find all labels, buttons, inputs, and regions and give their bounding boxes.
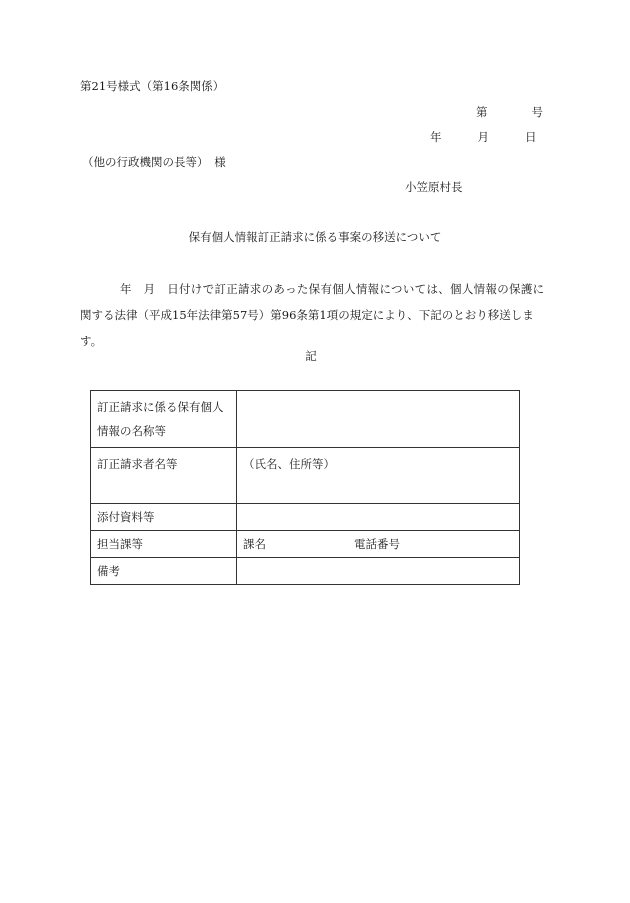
ki-heading: 記 bbox=[305, 349, 317, 363]
detail-table bbox=[90, 390, 520, 585]
row-value[interactable]: （氏名、住所等） bbox=[237, 448, 520, 504]
section-name-label: 課名 bbox=[243, 537, 266, 551]
row-label: 担当課等 bbox=[91, 531, 237, 558]
sender: 小笠原村長 bbox=[405, 180, 463, 194]
table-row bbox=[91, 558, 520, 585]
date-year: 年 bbox=[430, 130, 442, 144]
table-row bbox=[91, 448, 520, 504]
row-label: 備考 bbox=[91, 558, 237, 585]
body-text bbox=[80, 276, 550, 354]
row-value[interactable] bbox=[237, 391, 520, 448]
row-label: 添付資料等 bbox=[91, 504, 237, 531]
addressee: （他の行政機関の長等） 様 bbox=[82, 155, 226, 169]
body-line-2: 関する法律（平成15年法律第57号）第96条第1項の規定により、下記のとおり移送します。 bbox=[80, 308, 534, 348]
body-line-1: 年 月 日付けで訂正請求のあった保有個人情報については、個人情報の保護に bbox=[120, 282, 545, 296]
number-prefix: 第 bbox=[476, 105, 488, 119]
phone-number-label: 電話番号 bbox=[354, 537, 400, 551]
table-row bbox=[91, 391, 520, 448]
form-number: 第21号様式（第16条関係） bbox=[80, 79, 225, 93]
number-suffix: 号 bbox=[531, 105, 543, 119]
row-value[interactable] bbox=[237, 531, 520, 558]
row-value[interactable] bbox=[237, 504, 520, 531]
document-title: 保有個人情報訂正請求に係る事案の移送について bbox=[188, 230, 442, 244]
row-label: 訂正請求に係る保有個人情報の名称等 bbox=[91, 391, 237, 448]
document-number-line bbox=[476, 105, 543, 119]
date-line bbox=[430, 130, 537, 144]
date-day: 日 bbox=[525, 130, 537, 144]
row-label: 訂正請求者名等 bbox=[91, 448, 237, 504]
date-month: 月 bbox=[477, 130, 489, 144]
row-value[interactable] bbox=[237, 558, 520, 585]
table-row bbox=[91, 531, 520, 558]
table-row bbox=[91, 504, 520, 531]
